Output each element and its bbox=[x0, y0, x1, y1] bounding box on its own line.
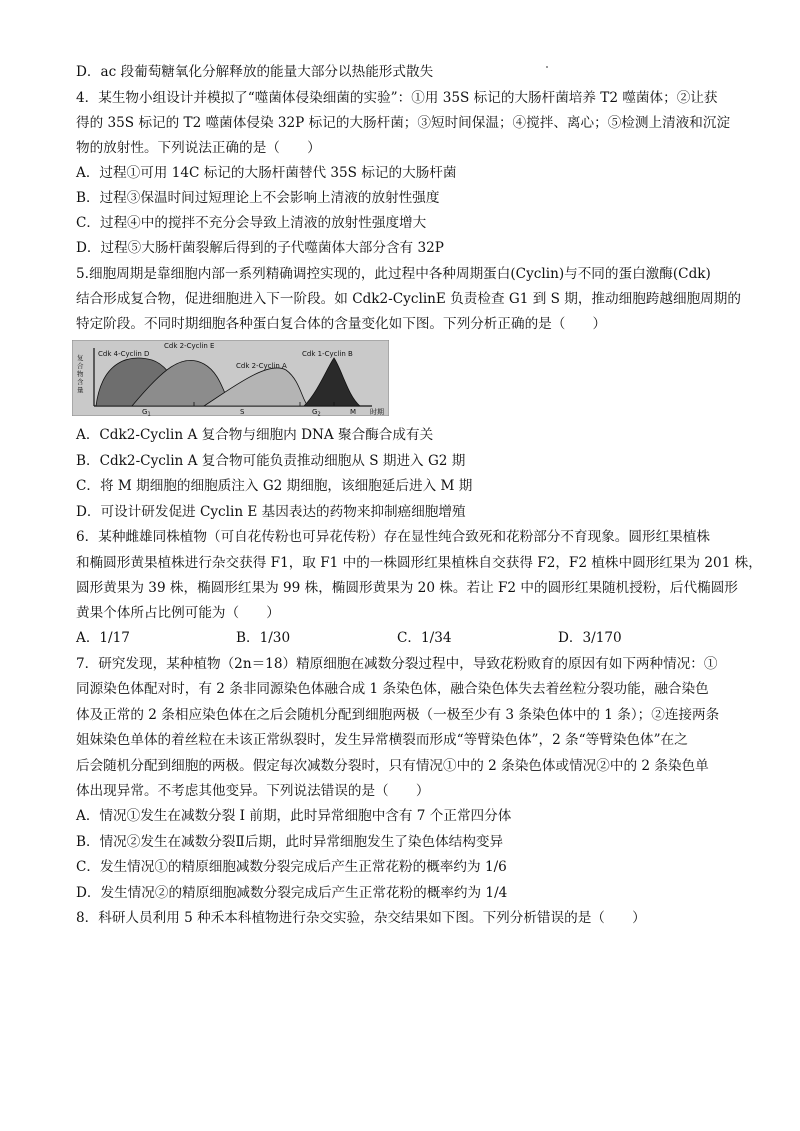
q6-option-a: A．1/17 bbox=[76, 630, 130, 646]
q7-option-b: B．情况②发生在减数分裂Ⅱ后期，此时异常细胞发生了染色体结构变异 bbox=[76, 834, 504, 850]
q5-option-b: B．Cdk2-Cyclin A 复合物可能负责推动细胞从 S 期进入 G2 期 bbox=[76, 453, 466, 469]
x-axis-label: 时期 bbox=[370, 408, 384, 416]
phase-label-3: M bbox=[350, 408, 357, 416]
q7-option-c: C．发生情况①的精原细胞减数分裂完成后产生正常花粉的概率约为 1/6 bbox=[76, 859, 507, 875]
q4-option-b: B．过程③保温时间过短理论上不会影响上清液的放射性强度 bbox=[76, 190, 440, 206]
cyclin-complex-figure bbox=[72, 340, 389, 416]
q6-stem-line3: 圆形黄果为 39 株，椭圆形红果为 99 株，椭圆形黄果为 20 株。若让 F2 中的圆形红果随机授粉，后代椭圆形 bbox=[76, 580, 738, 596]
series-label-3: Cdk 1-Cyclin B bbox=[302, 350, 353, 358]
series-label-1: Cdk 2-Cyclin E bbox=[164, 342, 215, 350]
q4-stem-line2: 得的 35S 标记的 T2 噬菌体侵染 32P 标记的大肠杆菌；③短时间保温；④搅拌、离心；⑤检测上清液和沉淀 bbox=[76, 115, 731, 131]
q5-option-c: C．将 M 期细胞的细胞质注入 G2 期细胞，该细胞延后进入 M 期 bbox=[76, 478, 473, 494]
series-label-0: Cdk 4-Cyclin D bbox=[98, 350, 150, 358]
q7-stem-line5: 后会随机分配到细胞的两极。假定每次减数分裂时，只有情况①中的 2 条染色体或情况②中的 2 条染色单 bbox=[76, 758, 709, 774]
q7-stem-line3: 体及正常的 2 条相应染色体在之后会随机分配到细胞两极（一极至少有 3 条染色体中的 1 条）；②连接两条 bbox=[76, 707, 720, 723]
q8-stem: 8．科研人员利用 5 种禾本科植物进行杂交实验，杂交结果如下图。下列分析错误的是（ ） bbox=[76, 910, 646, 926]
q7-option-a: A．情况①发生在减数分裂 I 前期，此时异常细胞中含有 7 个正常四分体 bbox=[76, 808, 512, 824]
q7-option-d: D．发生情况②的精原细胞减数分裂完成后产生正常花粉的概率约为 1/4 bbox=[76, 885, 508, 901]
q4-stem-line3: 物的放射性。下列说法正确的是（ ） bbox=[76, 140, 321, 156]
series-label-2: Cdk 2-Cyclin A bbox=[236, 362, 287, 370]
q5-option-a: A．Cdk2-Cyclin A 复合物与细胞内 DNA 聚合酶合成有关 bbox=[76, 427, 434, 443]
q7-stem-line2: 同源染色体配对时，有 2 条非同源染色体融合成 1 条染色体，融合染色体失去着丝粒分裂功能，融合染色 bbox=[76, 681, 709, 697]
phase-label-1: S bbox=[240, 408, 245, 416]
q6-option-d: D．3/170 bbox=[558, 630, 622, 646]
q7-stem-line1: 7．研究发现，某种植物（2n＝18）精原细胞在减数分裂过程中，导致花粉败育的原因有如下两种情况：① bbox=[76, 656, 718, 672]
q4-option-d: D．过程⑤大肠杆菌裂解后得到的子代噬菌体大部分含有 32P bbox=[76, 240, 444, 256]
q5-stem-line1: 5.细胞周期是靠细胞内部一系列精确调控实现的，此过程中各种周期蛋白(Cyclin)与不同的蛋白激酶(Cdk) bbox=[76, 266, 711, 282]
q5-stem-line3: 特定阶段。不同时期细胞各种蛋白复合体的含量变化如下图。下列分析正确的是（ ） bbox=[76, 316, 607, 332]
q6-stem-line1: 6．某种雌雄同株植物（可自花传粉也可异花传粉）存在显性纯合致死和花粉部分不育现象。圆形红果植株 bbox=[76, 529, 710, 545]
q4-option-a: A．过程①可用 14C 标记的大肠杆菌替代 35S 标记的大肠杆菌 bbox=[76, 165, 457, 181]
q7-stem-line4: 姐妹染色单体的着丝粒在未该正常纵裂时，发生异常横裂而形成“等臂染色体”，2 条“等臂染色体”在之 bbox=[76, 732, 688, 748]
phase-label-0: $G_1$ bbox=[142, 408, 151, 416]
q6-stem-line4: 黄果个体所占比例可能为（ ） bbox=[76, 605, 280, 621]
q6-option-b: B．1/30 bbox=[236, 630, 291, 646]
q6-stem-line2: 和椭圆形黄果植株进行杂交获得 F1，取 F1 中的一株圆形红果植株自交获得 F2，F2 植株中圆形红果为 201 株， bbox=[76, 555, 762, 571]
q3-option-d: D．ac 段葡萄糖氧化分解释放的能量大部分以热能形式散失 bbox=[76, 64, 434, 80]
q5-stem-line2: 结合形成复合物，促进细胞进入下一阶段。如 Cdk2-CyclinE 负责检查 G1 到 S 期，推动细胞跨越细胞周期的 bbox=[76, 291, 741, 307]
q6-option-c: C．1/34 bbox=[397, 630, 452, 646]
phase-label-2: $G_2$ bbox=[312, 408, 321, 416]
q4-option-c: C．过程④中的搅拌不充分会导致上清液的放射性强度增大 bbox=[76, 215, 427, 231]
q7-stem-line6: 体出现异常。不考虑其他变异。下列说法错误的是（ ） bbox=[76, 783, 430, 799]
y-axis-label: 复合物含量 bbox=[77, 354, 84, 394]
q4-stem-line1: 4．某生物小组设计并模拟了“噬菌体侵染细菌的实验”：①用 35S 标记的大肠杆菌培养 T2 噬菌体；②让获 bbox=[76, 90, 718, 106]
q5-option-d: D．可设计研发促进 Cyclin E 基因表达的药物来抑制癌细胞增殖 bbox=[76, 504, 466, 520]
